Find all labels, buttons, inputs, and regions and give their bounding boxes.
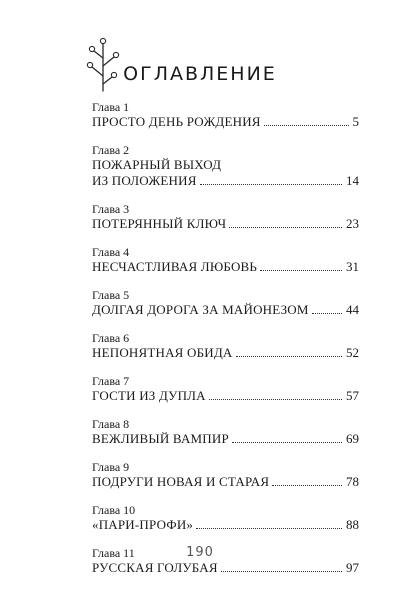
page-title: ОГЛАВЛЕНИЕ [123,63,277,85]
page-number: 78 [346,474,359,489]
chapter-title: «ПАРИ-ПРОФИ» [92,517,194,532]
chapter-title: НЕСЧАСТЛИВАЯ ЛЮБОВЬ [92,259,258,274]
chapter-title: ПОДРУГИ НОВАЯ И СТАРАЯ [92,474,270,489]
chapter-title: ИЗ ПОЛОЖЕНИЯ [92,173,197,188]
dot-leader [272,485,342,486]
page-number: 88 [346,517,359,532]
toc-entry-chapter-3[interactable] [92,202,359,232]
table-of-contents [92,100,359,589]
chapter-label: Глава 3 [92,202,130,216]
page-number: 44 [346,302,359,317]
toc-entry-chapter-8[interactable] [92,417,359,447]
chapter-label: Глава 1 [92,100,130,114]
chapter-title: ПОТЕРЯННЫЙ КЛЮЧ [92,216,227,231]
page-number: 57 [346,388,359,403]
page-number: 14 [346,173,359,188]
page-folio: 190 [186,545,214,560]
toc-entry-chapter-10[interactable] [92,503,359,533]
chapter-label: Глава 7 [92,374,130,388]
toc-entry-chapter-4[interactable] [92,245,359,275]
chapter-label: Глава 9 [92,460,130,474]
page-number: 5 [352,114,359,129]
toc-entry-chapter-1[interactable] [92,100,359,130]
toc-entry-chapter-2[interactable] [92,143,359,189]
page-number: 23 [346,216,359,231]
dot-leader [209,399,342,400]
dot-leader [200,184,342,185]
chapter-title-line-1: ПОЖАРНЫЙ ВЫХОД [92,157,222,172]
toc-entry-chapter-6[interactable] [92,331,359,361]
chapter-label: Глава 10 [92,503,136,517]
page-number: 31 [346,259,359,274]
dot-leader [232,442,342,443]
chapter-label: Глава 2 [92,143,130,157]
dot-leader [236,356,343,357]
toc-entry-chapter-9[interactable] [92,460,359,490]
dot-leader [196,528,342,529]
chapter-title: ВЕЖЛИВЫЙ ВАМПИР [92,431,229,446]
chapter-label: Глава 8 [92,417,130,431]
page-number: 97 [346,560,359,575]
dot-leader [221,571,342,572]
chapter-label: Глава 11 [92,546,135,560]
chapter-title: НЕПОНЯТНАЯ ОБИДА [92,345,233,360]
dot-leader [264,125,349,126]
page-number: 69 [346,431,359,446]
dot-leader [229,227,342,228]
chapter-title: ПРОСТО ДЕНЬ РОЖДЕНИЯ [92,114,261,129]
chapter-title: ГОСТИ ИЗ ДУПЛА [92,388,206,403]
chapter-label: Глава 4 [92,245,130,259]
page-number: 52 [346,345,359,360]
chapter-title: РУССКАЯ ГОЛУБАЯ [92,560,218,575]
chapter-label: Глава 6 [92,331,130,345]
chapter-title: ДОЛГАЯ ДОРОГА ЗА МАЙОНЕЗОМ [92,302,309,317]
dot-leader [312,313,342,314]
toc-entry-chapter-5[interactable] [92,288,359,318]
toc-entry-chapter-7[interactable] [92,374,359,404]
chapter-label: Глава 5 [92,288,130,302]
dot-leader [260,270,342,271]
